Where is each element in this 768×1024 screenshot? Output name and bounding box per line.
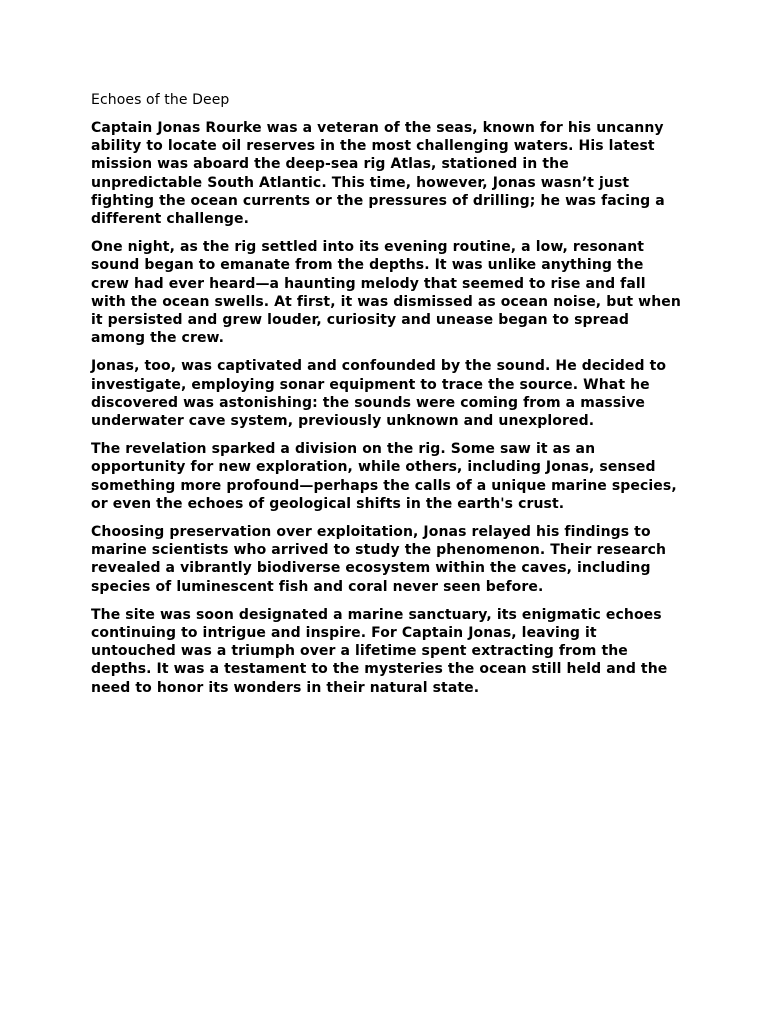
paragraph-4: The revelation sparked a division on the rig. Some saw it as an opportunity for new exploration, while others, including Jonas, sensed something more profound—perhaps the calls of a unique marine species, or even the echoes of geological shifts in the earth's crust. — [91, 441, 677, 512]
document-body — [91, 91, 681, 707]
document-title: Echoes of the Deep — [91, 92, 230, 108]
paragraph-1: Captain Jonas Rourke was a veteran of the seas, known for his uncanny ability to locate oil reserves in the most challenging waters. His latest mission was aboard the deep-sea rig Atlas, stationed in the unpredictable South Atlantic. This time, however, Jonas wasn’t just fighting the ocean currents or the pressures of drilling; he was facing a different challenge. — [91, 120, 665, 228]
paragraph-3: Jonas, too, was captivated and confounded by the sound. He decided to investigate, employing sonar equipment to trace the source. What he discovered was astonishing: the sounds were coming from a massive underwater cave system, previously unknown and unexplored. — [91, 358, 667, 430]
paragraph-6: The site was soon designated a marine sanctuary, its enigmatic echoes continuing to intrigue and inspire. For Captain Jonas, leaving it untouched was a triumph over a lifetime spent extracting from the depths. It was a testament to the mysteries the ocean still held and the need to honor its wonders in their natural state. — [91, 606, 668, 696]
paragraph-2: One night, as the rig settled into its evening routine, a low, resonant sound began to emanate from the depths. It was unlike anything the crew had ever heard—a haunting melody that seemed to rise and fall with the ocean swells. At first, it was dismissed as ocean noise, but when it persisted and grew louder, curiosity and unease began to spread among the crew. — [91, 239, 681, 347]
paragraph-5: Choosing preservation over exploitation, Jonas relayed his findings to marine scientists who arrived to study the phenomenon. Their research revealed a vibrantly biodiverse ecosystem within the caves, including species of luminescent fish and coral never seen before. — [91, 524, 667, 595]
